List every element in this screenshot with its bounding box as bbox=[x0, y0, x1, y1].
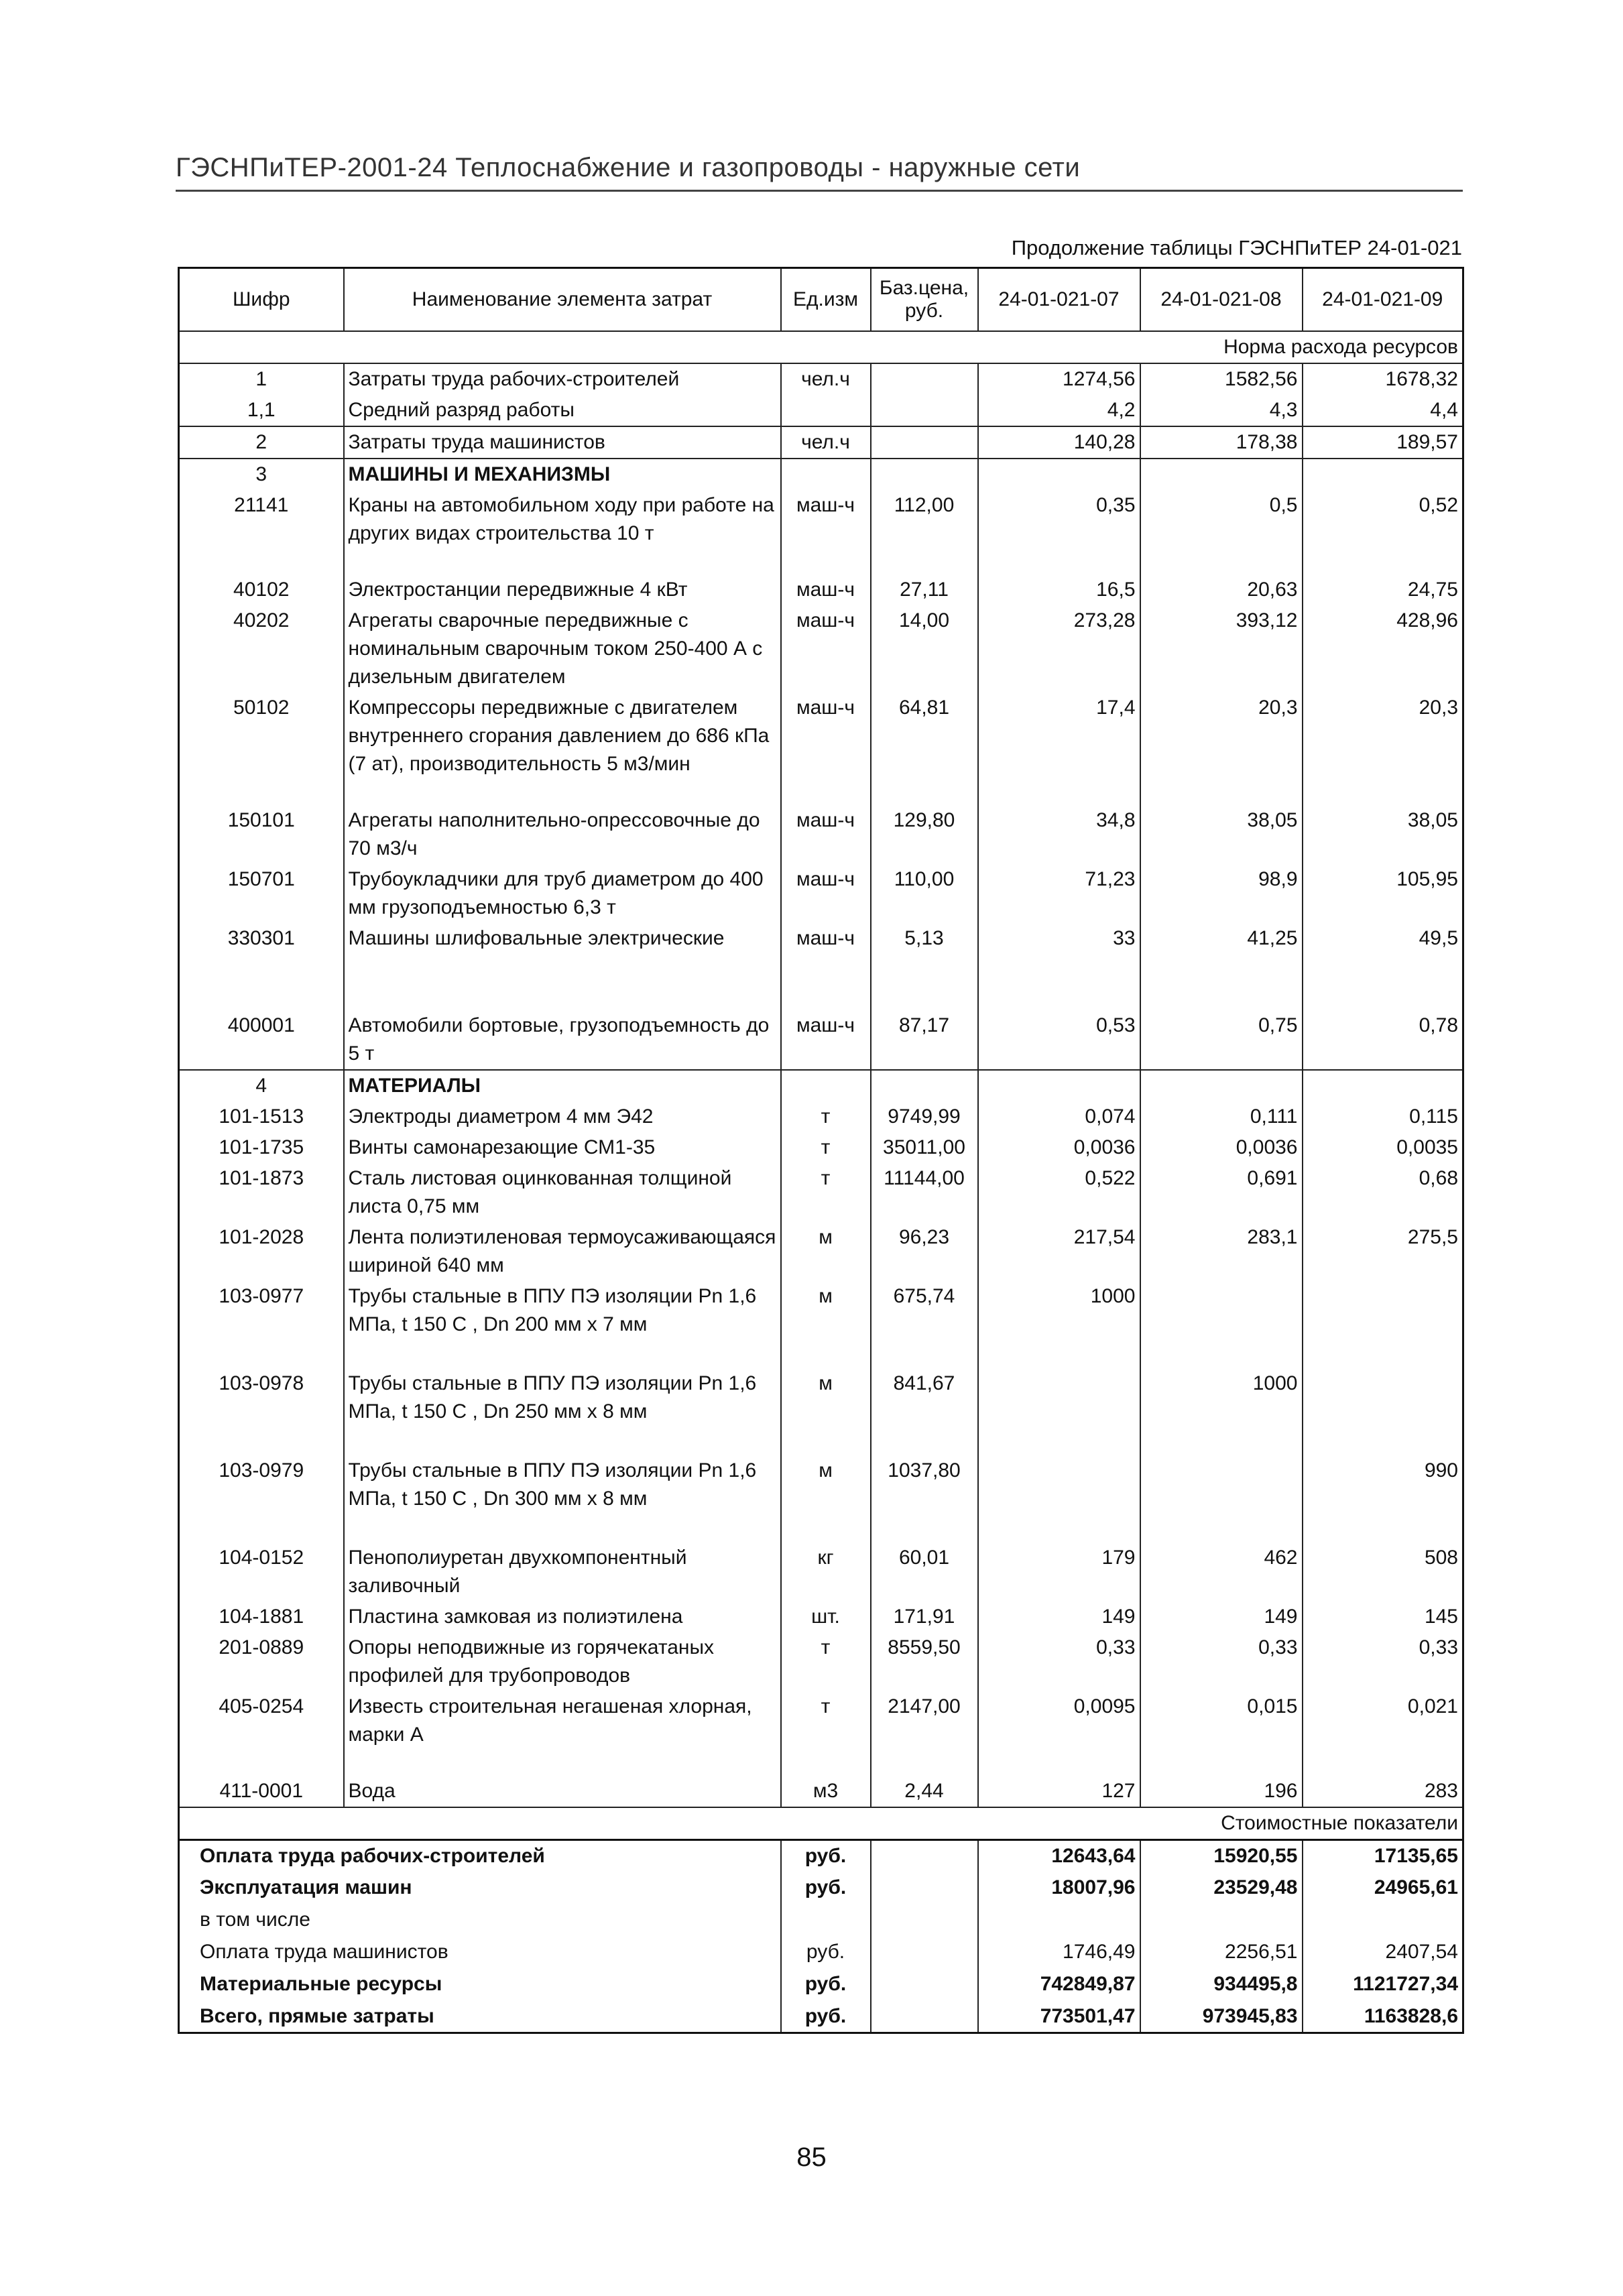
table-row bbox=[179, 575, 1463, 605]
row-price: 1037,80 bbox=[871, 1455, 978, 1543]
row-value-08: 20,3 bbox=[1140, 692, 1303, 805]
row-code: 4 bbox=[179, 1070, 344, 1101]
summary-name: Всего, прямые затраты bbox=[179, 2001, 781, 2033]
row-value-08: 196 bbox=[1140, 1776, 1303, 1807]
row-name: Вода bbox=[344, 1776, 781, 1807]
row-value-09: 0,33 bbox=[1419, 1636, 1458, 1658]
row-code: 3 bbox=[179, 459, 344, 490]
summary-name: в том числе bbox=[179, 1905, 781, 1937]
summary-value-07: 773501,47 bbox=[978, 2001, 1140, 2033]
row-price: 129,80 bbox=[871, 805, 978, 864]
summary-value-08: 23529,48 bbox=[1140, 1872, 1303, 1905]
row-value-07: 34,8 bbox=[978, 805, 1140, 864]
row-value-09: 49,5 bbox=[1419, 927, 1458, 949]
row-price: 11144,00 bbox=[871, 1163, 978, 1222]
row-unit: маш-ч bbox=[781, 805, 871, 864]
row-unit: маш-ч bbox=[781, 692, 871, 805]
table-row bbox=[179, 363, 1463, 395]
row-value-07: 4,2 bbox=[978, 395, 1140, 426]
row-value-07: 179 bbox=[978, 1543, 1140, 1602]
table-row bbox=[179, 1101, 1463, 1132]
summary-unit: руб. bbox=[781, 1840, 871, 1872]
row-value-09: 0,78 bbox=[1303, 1010, 1463, 1070]
row-unit: т bbox=[781, 1163, 871, 1222]
row-unit: м bbox=[781, 1368, 871, 1455]
summary-value-08: 934495,8 bbox=[1140, 1969, 1303, 2001]
row-code: 103-0979 bbox=[179, 1455, 344, 1543]
row-name: Агрегаты сварочные передвижные с номинальным сварочным током 250-400 А с дизельным двигателем bbox=[344, 605, 781, 692]
row-value-09 bbox=[1303, 1281, 1463, 1368]
row-value-08: 1582,56 bbox=[1140, 363, 1303, 395]
header-row bbox=[179, 268, 1463, 332]
row-code: 2 bbox=[179, 426, 344, 459]
row-code: 101-1735 bbox=[179, 1132, 344, 1163]
summary-row bbox=[179, 2001, 1463, 2033]
summary-unit: руб. bbox=[781, 1937, 871, 1969]
row-code: 50102 bbox=[179, 692, 344, 805]
row-name: Машины шлифовальные электрические bbox=[344, 923, 781, 1010]
row-name: Агрегаты наполнительно-опрессовочные до 70 м3/ч bbox=[344, 805, 781, 864]
row-value-09: 24,75 bbox=[1407, 579, 1458, 601]
row-value-08: 178,38 bbox=[1140, 426, 1303, 459]
summary-value-08 bbox=[1140, 1905, 1303, 1937]
running-header: ГЭСНПиТЕР-2001-24 Теплоснабжение и газопроводы - наружные сети bbox=[176, 153, 1463, 192]
row-unit: м bbox=[781, 1455, 871, 1543]
summary-row bbox=[179, 1905, 1463, 1937]
table-row bbox=[179, 395, 1463, 426]
row-unit: т bbox=[781, 1132, 871, 1163]
page-number: 85 bbox=[796, 2142, 827, 2172]
summary-price-empty bbox=[871, 2001, 978, 2033]
summary-unit: руб. bbox=[781, 2001, 871, 2033]
row-name: Опоры неподвижные из горячекатаных профилей для трубопроводов bbox=[344, 1632, 781, 1691]
resource-table bbox=[178, 267, 1464, 2034]
summary-value-07: 1746,49 bbox=[978, 1937, 1140, 1969]
row-code: 101-2028 bbox=[179, 1222, 344, 1281]
row-price: 87,17 bbox=[871, 1010, 978, 1070]
summary-value-09: 1163828,6 bbox=[1364, 2004, 1458, 2027]
summary-name: Оплата труда рабочих-строителей bbox=[179, 1840, 781, 1872]
row-value-07 bbox=[978, 459, 1140, 490]
row-name: Пенополиуретан двухкомпонентный заливочный bbox=[344, 1543, 781, 1602]
summary-value-07: 18007,96 bbox=[978, 1872, 1140, 1905]
row-value-08 bbox=[1140, 1281, 1303, 1368]
row-value-07: 0,33 bbox=[978, 1632, 1140, 1691]
row-name: Трубоукладчики для труб диаметром до 400 мм грузоподъемностью 6,3 т bbox=[344, 864, 781, 923]
table-row bbox=[179, 923, 1463, 1010]
row-value-08: 0,5 bbox=[1140, 490, 1303, 575]
section-row bbox=[179, 459, 1463, 490]
row-price: 675,74 bbox=[871, 1281, 978, 1368]
band-row-norm bbox=[179, 331, 1463, 363]
row-value-08: 0,75 bbox=[1140, 1010, 1303, 1070]
row-value-09: 145 bbox=[1424, 1606, 1458, 1628]
row-unit: маш-ч bbox=[781, 575, 871, 605]
summary-value-09: 24965,61 bbox=[1374, 1876, 1458, 1898]
summary-unit bbox=[781, 1905, 871, 1937]
row-price: 112,00 bbox=[871, 490, 978, 575]
summary-row bbox=[179, 1872, 1463, 1905]
row-price: 96,23 bbox=[871, 1222, 978, 1281]
row-price: 841,67 bbox=[871, 1368, 978, 1455]
row-value-09 bbox=[1303, 1368, 1463, 1455]
table-row bbox=[179, 1132, 1463, 1163]
row-price: 171,91 bbox=[871, 1602, 978, 1632]
row-unit bbox=[781, 395, 871, 426]
summary-unit: руб. bbox=[781, 1969, 871, 2001]
row-unit bbox=[781, 1070, 871, 1101]
summary-unit: руб. bbox=[781, 1872, 871, 1905]
row-code: 1 bbox=[179, 363, 344, 395]
summary-value-07 bbox=[978, 1905, 1140, 1937]
summary-price-empty bbox=[871, 1937, 978, 1969]
row-code: 150701 bbox=[179, 864, 344, 923]
header-unit: Ед.изм bbox=[781, 268, 871, 332]
row-value-09: 0,52 bbox=[1419, 494, 1458, 516]
row-value-07: 140,28 bbox=[978, 426, 1140, 459]
row-name: МАТЕРИАЛЫ bbox=[344, 1070, 781, 1101]
row-value-08 bbox=[1140, 1070, 1303, 1101]
row-value-07: 0,074 bbox=[978, 1101, 1140, 1132]
row-price bbox=[871, 1070, 978, 1101]
row-price: 5,13 bbox=[871, 923, 978, 1010]
summary-price-empty bbox=[871, 1905, 978, 1937]
row-name: Автомобили бортовые, грузоподъемность до 5 т bbox=[344, 1010, 781, 1070]
row-unit: т bbox=[781, 1632, 871, 1691]
row-name: Краны на автомобильном ходу при работе на других видах строительства 10 т bbox=[344, 490, 781, 575]
band-norm-label: Норма расхода ресурсов bbox=[179, 331, 1463, 363]
summary-price-empty bbox=[871, 1969, 978, 2001]
table-row bbox=[179, 1010, 1463, 1070]
table-row bbox=[179, 864, 1463, 923]
summary-value-09 bbox=[1303, 1905, 1463, 1937]
row-unit: маш-ч bbox=[781, 490, 871, 575]
row-value-09: 4,4 bbox=[1303, 395, 1463, 426]
row-name: МАШИНЫ И МЕХАНИЗМЫ bbox=[344, 459, 781, 490]
header-name: Наименование элемента затрат bbox=[344, 268, 781, 332]
row-value-07: 127 bbox=[978, 1776, 1140, 1807]
header-variant-08: 24-01-021-08 bbox=[1140, 268, 1303, 332]
row-price bbox=[871, 395, 978, 426]
row-name: Электроды диаметром 4 мм Э42 bbox=[344, 1101, 781, 1132]
row-price: 14,00 bbox=[871, 605, 978, 692]
summary-price-empty bbox=[871, 1872, 978, 1905]
table-row bbox=[179, 1632, 1463, 1691]
table-row bbox=[179, 605, 1463, 692]
row-name: Затраты труда машинистов bbox=[344, 426, 781, 459]
summary-name: Эксплуатация машин bbox=[179, 1872, 781, 1905]
row-price: 60,01 bbox=[871, 1543, 978, 1602]
row-value-08 bbox=[1140, 1455, 1303, 1543]
row-value-07: 71,23 bbox=[978, 864, 1140, 923]
row-price: 9749,99 bbox=[871, 1101, 978, 1132]
row-value-07: 17,4 bbox=[978, 692, 1140, 805]
row-unit: м bbox=[781, 1281, 871, 1368]
header-variant-07: 24-01-021-07 bbox=[978, 268, 1140, 332]
row-name: Трубы стальные в ППУ ПЭ изоляции Pn 1,6 МПа, t 150 С , Dn 300 мм х 8 мм bbox=[344, 1455, 781, 1543]
row-name: Пластина замковая из полиэтилена bbox=[344, 1602, 781, 1632]
row-value-07: 1000 bbox=[978, 1281, 1140, 1368]
row-unit: маш-ч bbox=[781, 605, 871, 692]
row-unit: маш-ч bbox=[781, 864, 871, 923]
row-value-09: 20,3 bbox=[1419, 697, 1458, 719]
row-value-08: 283,1 bbox=[1140, 1222, 1303, 1281]
row-unit: т bbox=[781, 1101, 871, 1132]
row-value-07: 0,35 bbox=[978, 490, 1140, 575]
summary-value-09: 1121727,34 bbox=[1353, 1972, 1458, 1995]
row-unit: кг bbox=[781, 1543, 871, 1602]
header-price: Баз.цена, руб. bbox=[871, 268, 978, 332]
summary-value-09: 2407,54 bbox=[1385, 1940, 1458, 1963]
row-value-08: 0,0036 bbox=[1140, 1132, 1303, 1163]
row-value-08: 0,111 bbox=[1140, 1101, 1303, 1132]
row-value-09: 0,0035 bbox=[1396, 1136, 1458, 1158]
header-variant-09: 24-01-021-09 bbox=[1303, 268, 1463, 332]
table-row bbox=[179, 1368, 1463, 1455]
row-code: 40102 bbox=[179, 575, 344, 605]
row-value-09: 38,05 bbox=[1407, 809, 1458, 831]
row-name: Электростанции передвижные 4 кВт bbox=[344, 575, 781, 605]
row-value-09 bbox=[1303, 459, 1463, 490]
row-name: Средний разряд работы bbox=[344, 395, 781, 426]
table-row bbox=[179, 1776, 1463, 1807]
row-price bbox=[871, 426, 978, 459]
row-code: 330301 bbox=[179, 923, 344, 1010]
summary-value-07: 742849,87 bbox=[978, 1969, 1140, 2001]
row-value-09: 189,57 bbox=[1303, 426, 1463, 459]
row-name: Затраты труда рабочих-строителей bbox=[344, 363, 781, 395]
row-price: 2147,00 bbox=[871, 1691, 978, 1776]
summary-row bbox=[179, 1969, 1463, 2001]
row-name: Известь строительная негашеная хлорная, марки А bbox=[344, 1691, 781, 1776]
row-value-07 bbox=[978, 1070, 1140, 1101]
row-value-07: 0,0036 bbox=[978, 1132, 1140, 1163]
row-value-07: 16,5 bbox=[978, 575, 1140, 605]
row-name: Трубы стальные в ППУ ПЭ изоляции Pn 1,6 МПа, t 150 С , Dn 200 мм х 7 мм bbox=[344, 1281, 781, 1368]
row-unit: чел.ч bbox=[781, 363, 871, 395]
table-row bbox=[179, 692, 1463, 805]
row-value-09 bbox=[1303, 1070, 1463, 1101]
row-code: 40202 bbox=[179, 605, 344, 692]
row-price: 64,81 bbox=[871, 692, 978, 805]
section-row bbox=[179, 1070, 1463, 1101]
summary-row bbox=[179, 1937, 1463, 1969]
row-unit bbox=[781, 459, 871, 490]
row-unit: м3 bbox=[781, 1776, 871, 1807]
row-value-09: 1678,32 bbox=[1385, 368, 1458, 390]
summary-value-09: 17135,65 bbox=[1303, 1840, 1463, 1872]
row-value-08: 4,3 bbox=[1140, 395, 1303, 426]
table-row bbox=[179, 1691, 1463, 1776]
table-continuation-title: Продолжение таблицы ГЭСНПиТЕР 24-01-021 bbox=[1011, 236, 1462, 259]
row-value-07: 149 bbox=[978, 1602, 1140, 1632]
row-value-07 bbox=[978, 1455, 1140, 1543]
row-value-07: 33 bbox=[978, 923, 1140, 1010]
row-price: 27,11 bbox=[871, 575, 978, 605]
summary-value-08: 973945,83 bbox=[1140, 2001, 1303, 2033]
row-code: 1,1 bbox=[179, 395, 344, 426]
row-value-08: 462 bbox=[1140, 1543, 1303, 1602]
table-row bbox=[179, 1543, 1463, 1602]
row-code: 201-0889 bbox=[179, 1632, 344, 1691]
row-value-07: 0,53 bbox=[978, 1010, 1140, 1070]
row-value-08: 98,9 bbox=[1140, 864, 1303, 923]
row-code: 400001 bbox=[179, 1010, 344, 1070]
row-code: 405-0254 bbox=[179, 1691, 344, 1776]
row-code: 103-0977 bbox=[179, 1281, 344, 1368]
table-row bbox=[179, 805, 1463, 864]
table-row bbox=[179, 426, 1463, 459]
table-row bbox=[179, 1455, 1463, 1543]
summary-value-08: 15920,55 bbox=[1140, 1840, 1303, 1872]
row-value-08: 38,05 bbox=[1140, 805, 1303, 864]
row-price bbox=[871, 459, 978, 490]
summary-name: Оплата труда машинистов bbox=[179, 1937, 781, 1969]
band-cost-label: Стоимостные показатели bbox=[179, 1807, 1463, 1840]
row-value-08: 0,33 bbox=[1140, 1632, 1303, 1691]
row-unit: шт. bbox=[781, 1602, 871, 1632]
row-value-08: 149 bbox=[1140, 1602, 1303, 1632]
summary-name: Материальные ресурсы bbox=[179, 1969, 781, 2001]
row-value-08: 41,25 bbox=[1140, 923, 1303, 1010]
table-row bbox=[179, 1281, 1463, 1368]
row-code: 21141 bbox=[179, 490, 344, 575]
table-row bbox=[179, 490, 1463, 575]
row-value-09: 105,95 bbox=[1396, 868, 1458, 890]
header-code: Шифр bbox=[179, 268, 344, 332]
row-value-07: 0,0095 bbox=[978, 1691, 1140, 1776]
row-value-08: 20,63 bbox=[1140, 575, 1303, 605]
row-value-07: 0,522 bbox=[978, 1163, 1140, 1222]
row-value-08 bbox=[1140, 459, 1303, 490]
row-value-09: 428,96 bbox=[1396, 609, 1458, 631]
row-value-07: 273,28 bbox=[978, 605, 1140, 692]
row-value-09: 0,115 bbox=[1409, 1105, 1458, 1128]
row-value-09: 0,021 bbox=[1407, 1695, 1458, 1717]
summary-price-empty bbox=[871, 1840, 978, 1872]
row-value-07 bbox=[978, 1368, 1140, 1455]
row-code: 104-1881 bbox=[179, 1602, 344, 1632]
row-price bbox=[871, 363, 978, 395]
row-value-09: 990 bbox=[1424, 1459, 1458, 1482]
row-name: Лента полиэтиленовая термоусаживающаяся шириной 640 мм bbox=[344, 1222, 781, 1281]
row-value-08: 1000 bbox=[1140, 1368, 1303, 1455]
summary-value-07: 12643,64 bbox=[978, 1840, 1140, 1872]
row-value-09: 275,5 bbox=[1407, 1226, 1458, 1248]
row-name: Сталь листовая оцинкованная толщиной листа 0,75 мм bbox=[344, 1163, 781, 1222]
row-value-07: 217,54 bbox=[978, 1222, 1140, 1281]
row-value-08: 393,12 bbox=[1140, 605, 1303, 692]
row-name: Компрессоры передвижные с двигателем внутреннего сгорания давлением до 686 кПа (7 ат), производительность 5 м3/мин bbox=[344, 692, 781, 805]
row-code: 101-1873 bbox=[179, 1163, 344, 1222]
row-unit: м bbox=[781, 1222, 871, 1281]
summary-row bbox=[179, 1840, 1463, 1872]
row-price: 110,00 bbox=[871, 864, 978, 923]
row-value-08: 0,691 bbox=[1140, 1163, 1303, 1222]
table-row bbox=[179, 1163, 1463, 1222]
row-unit: маш-ч bbox=[781, 1010, 871, 1070]
row-unit: чел.ч bbox=[781, 426, 871, 459]
row-value-08: 0,015 bbox=[1140, 1691, 1303, 1776]
band-row-cost bbox=[179, 1807, 1463, 1840]
table-row bbox=[179, 1602, 1463, 1632]
row-name: Трубы стальные в ППУ ПЭ изоляции Pn 1,6 МПа, t 150 С , Dn 250 мм х 8 мм bbox=[344, 1368, 781, 1455]
row-unit: т bbox=[781, 1691, 871, 1776]
row-value-09: 508 bbox=[1424, 1547, 1458, 1569]
row-code: 103-0978 bbox=[179, 1368, 344, 1455]
row-price: 35011,00 bbox=[871, 1132, 978, 1163]
table-row bbox=[179, 1222, 1463, 1281]
row-price: 2,44 bbox=[871, 1776, 978, 1807]
row-unit: маш-ч bbox=[781, 923, 871, 1010]
row-value-09: 283 bbox=[1424, 1780, 1458, 1802]
row-value-09: 0,68 bbox=[1419, 1167, 1458, 1189]
row-code: 411-0001 bbox=[179, 1776, 344, 1807]
row-code: 101-1513 bbox=[179, 1101, 344, 1132]
row-price: 8559,50 bbox=[871, 1632, 978, 1691]
summary-value-08: 2256,51 bbox=[1140, 1937, 1303, 1969]
row-name: Винты самонарезающие СМ1-35 bbox=[344, 1132, 781, 1163]
row-code: 150101 bbox=[179, 805, 344, 864]
row-value-07: 1274,56 bbox=[978, 363, 1140, 395]
row-code: 104-0152 bbox=[179, 1543, 344, 1602]
